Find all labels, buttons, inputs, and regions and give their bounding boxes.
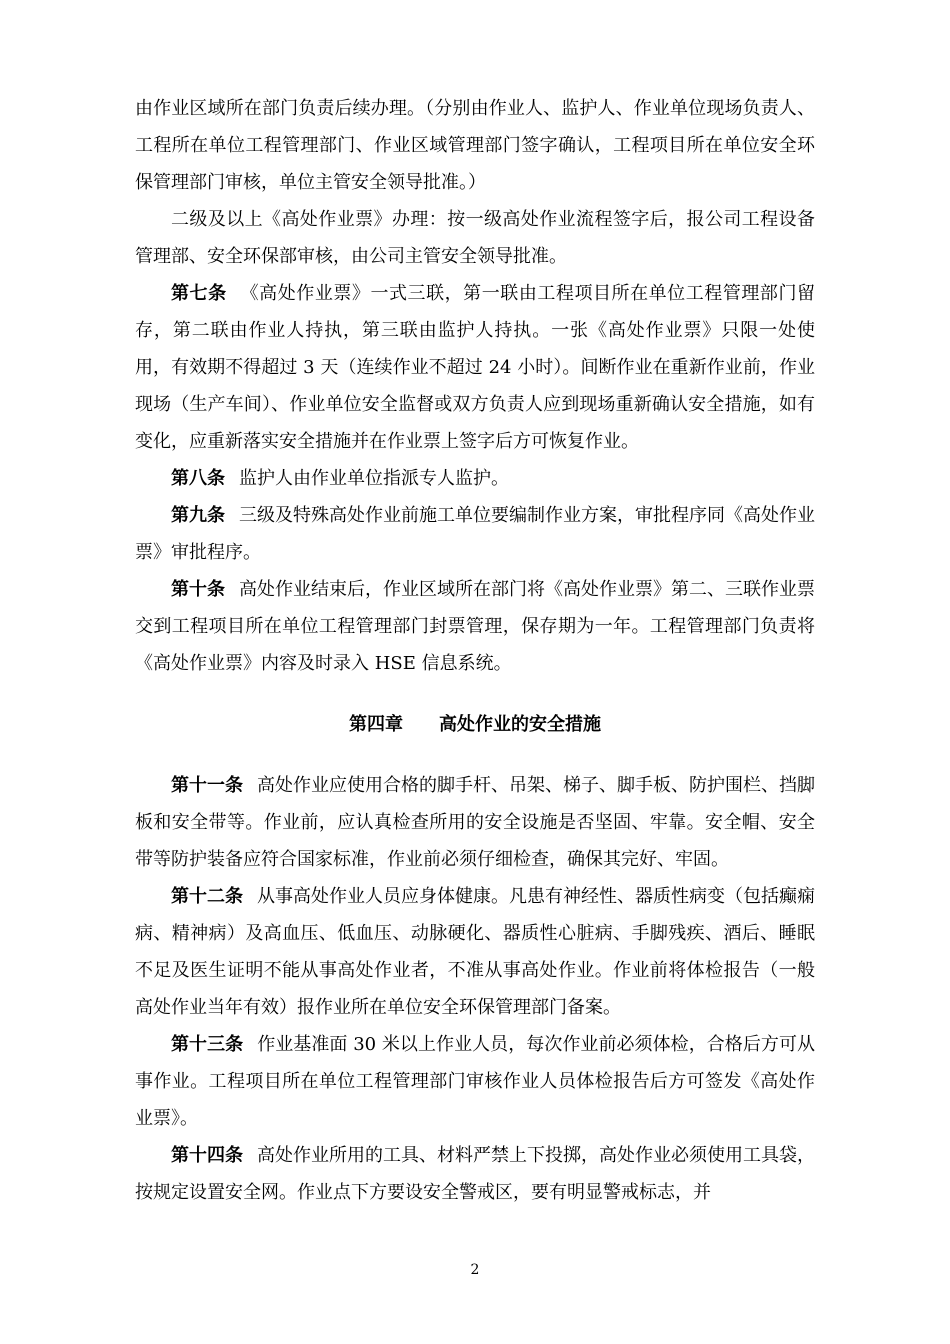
article-11 xyxy=(135,767,815,878)
article-number: 第十条 xyxy=(171,579,225,600)
article-number: 第十一条 xyxy=(171,775,243,796)
chapter-number: 第四章 xyxy=(349,714,403,735)
article-10 xyxy=(135,571,815,682)
article-text: 高处作业所用的工具、材料严禁上下投掷，高处作业必须使用工具袋，按规定设置安全网。作业点下方要设安全警戒区，要有明显警戒标志，并 xyxy=(135,1145,815,1203)
article-number: 第十二条 xyxy=(171,886,243,907)
page-number: 2 xyxy=(470,1262,480,1278)
article-number: 第九条 xyxy=(171,505,225,526)
article-14 xyxy=(135,1137,815,1211)
chapter-title: 高处作业的安全措施 xyxy=(439,714,601,735)
article-text: 监护人由作业单位指派专人监护。 xyxy=(239,468,509,489)
paragraph-level2-permit: 二级及以上《高处作业票》办理：按一级高处作业流程签字后，报公司工程设备管理部、安全环保部审核，由公司主管安全领导批准。 xyxy=(135,209,815,267)
article-number: 第八条 xyxy=(171,468,225,489)
article-text: 高处作业应使用合格的脚手杆、吊架、梯子、脚手板、防护围栏、挡脚板和安全带等。作业前，应认真检查所用的安全设施是否坚固、牢靠。安全帽、安全带等防护装备应符合国家标准，作业前必须仔细检查，确保其完好、牢固。 xyxy=(135,775,815,870)
article-8 xyxy=(135,460,815,497)
article-number: 第十四条 xyxy=(171,1145,243,1166)
article-text: 三级及特殊高处作业前施工单位要编制作业方案，审批程序同《高处作业票》审批程序。 xyxy=(135,505,815,563)
continuation-paragraph: 由作业区域所在部门负责后续办理。（分别由作业人、监护人、作业单位现场负责人、工程所在单位工程管理部门、作业区域管理部门签字确认，工程项目所在单位安全环保管理部门审核，单位主管安全领导批准。） xyxy=(135,98,815,193)
document-body xyxy=(135,90,815,1211)
article-number: 第十三条 xyxy=(171,1034,244,1055)
article-text: 从事高处作业人员应身体健康。凡患有神经性、器质性病变（包括癫痫病、精神病）及高血压、低血压、动脉硬化、器质性心脏病、手脚残疾、酒后、睡眠不足及医生证明不能从事高处作业者，不准从事高处作业。作业前将体检报告（一般高处作业当年有效）报作业所在单位安全环保管理部门备案。 xyxy=(135,886,815,1018)
article-number: 第七条 xyxy=(171,283,227,304)
article-text: 高处作业结束后，作业区域所在部门将《高处作业票》第二、三联作业票交到工程项目所在单位工程管理部门封票管理，保存期为一年。工程管理部门负责将《高处作业票》内容及时录入 HSE 信息系统。 xyxy=(135,579,815,674)
article-9 xyxy=(135,497,815,571)
article-text: 作业基准面 30 米以上作业人员，每次作业前必须体检，合格后方可从事作业。工程项目所在单位工程管理部门审核作业人员体检报告后方可签发《高处作业票》。 xyxy=(135,1034,815,1129)
article-7 xyxy=(135,275,815,460)
article-13 xyxy=(135,1026,815,1137)
article-12 xyxy=(135,878,815,1026)
article-text: 《高处作业票》一式三联，第一联由工程项目所在单位工程管理部门留存，第二联由作业人持执，第三联由监护人持执。一张《高处作业票》只限一处使用，有效期不得超过 3 天（连续作业不超过 24 小时）。间断作业在重新作业前，作业现场（生产车间）、作业单位安全监督或双方负责人应到现场重新确认安全措施，如有变化，应重新落实安全措施并在作业票上签字后方可恢复作业。 xyxy=(135,283,816,452)
chapter-heading xyxy=(135,706,815,743)
